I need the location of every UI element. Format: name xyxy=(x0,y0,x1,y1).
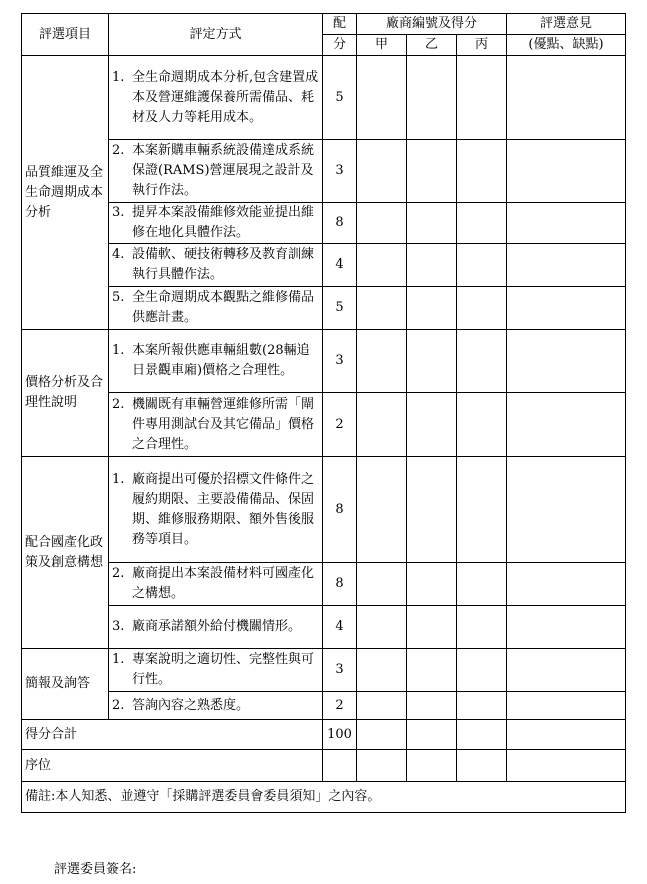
rank-label: 序位 xyxy=(22,750,323,782)
vendor-b-cell xyxy=(407,457,457,563)
method-text: 廠商承諾額外給付機關情形。 xyxy=(132,619,302,634)
opinion-cell xyxy=(507,649,626,692)
category-name: 價格分析及合理性說明 xyxy=(22,330,109,457)
header-opinion-top: 評選意見 xyxy=(507,14,626,35)
vendor-b-cell xyxy=(407,330,457,393)
vendor-a-cell xyxy=(357,56,407,140)
vendor-b-cell xyxy=(407,606,457,649)
method-text: 機關既有車輛營運維修所需「閘件專用測試台及其它備品」價格之合理性。 xyxy=(132,396,315,452)
header-item: 評選項目 xyxy=(22,14,109,56)
vendor-a-cell xyxy=(357,393,407,457)
vendor-c-cell xyxy=(457,649,507,692)
criteria-row xyxy=(22,692,626,720)
vendor-b-cell xyxy=(407,649,457,692)
method-text: 全生命週期成本分析,包含建置成本及營運維護保養所需備品、耗材及人力等耗用成本。 xyxy=(132,69,319,125)
score-cell: 5 xyxy=(323,56,357,140)
method-text: 廠商提出可優於招標文件條件之履約期限、主要設備備品、保固期、維修服務期限、額外售後服務等項目。 xyxy=(132,471,315,547)
method-number: 3. xyxy=(112,619,125,634)
vendor-a-cell xyxy=(357,563,407,606)
method-text: 本案新購車輛系統設備達成系統保證(RAMS)營運展現之設計及執行作法。 xyxy=(132,143,315,198)
score-cell: 3 xyxy=(323,649,357,692)
opinion-cell xyxy=(507,203,626,244)
category-name: 配合國產化政策及創意構想 xyxy=(22,457,109,649)
method-number: 1. xyxy=(112,652,125,667)
vendor-b-cell xyxy=(407,393,457,457)
criteria-row xyxy=(22,56,626,140)
vendor-c-cell xyxy=(457,56,507,140)
method-text: 提昇本案設備維修效能並提出維修在地化具體作法。 xyxy=(132,205,315,240)
opinion-cell xyxy=(507,56,626,140)
vendor-c-cell xyxy=(457,606,507,649)
header-opinion-bottom: (優點、缺點) xyxy=(507,35,626,56)
method-cell xyxy=(109,457,323,563)
header-score-top: 配 xyxy=(323,14,357,35)
vendor-b-cell xyxy=(407,563,457,606)
header-vendor-a: 甲 xyxy=(357,35,407,56)
score-cell: 8 xyxy=(323,457,357,563)
vendor-a-cell xyxy=(357,330,407,393)
method-cell xyxy=(109,330,323,393)
header-method: 評定方式 xyxy=(109,14,323,56)
opinion-cell xyxy=(507,393,626,457)
criteria-row xyxy=(22,203,626,244)
vendor-a-cell xyxy=(357,649,407,692)
method-number: 1. xyxy=(112,69,125,85)
method-cell xyxy=(109,287,323,330)
vendor-c-cell xyxy=(457,457,507,563)
total-row xyxy=(22,720,626,750)
method-number: 3. xyxy=(112,205,125,220)
total-vendor-a xyxy=(357,720,407,750)
method-number: 5. xyxy=(112,290,125,305)
opinion-cell xyxy=(507,692,626,720)
vendor-b-cell xyxy=(407,287,457,330)
score-cell: 3 xyxy=(323,140,357,203)
criteria-row xyxy=(22,330,626,393)
criteria-row xyxy=(22,140,626,203)
criteria-row xyxy=(22,457,626,563)
method-cell xyxy=(109,692,323,720)
score-cell: 3 xyxy=(323,330,357,393)
vendor-c-cell xyxy=(457,287,507,330)
method-text: 專案說明之適切性、完整性與可行性。 xyxy=(132,652,315,687)
header-row-1 xyxy=(22,14,626,35)
method-number: 2. xyxy=(112,566,125,581)
vendor-c-cell xyxy=(457,393,507,457)
signature-label: 評選委員簽名: xyxy=(54,862,137,877)
total-vendor-b xyxy=(407,720,457,750)
category-name: 簡報及詢答 xyxy=(22,649,109,720)
method-number: 2. xyxy=(112,697,125,713)
total-score: 100 xyxy=(323,720,357,750)
criteria-row xyxy=(22,393,626,457)
opinion-cell xyxy=(507,287,626,330)
vendor-a-cell xyxy=(357,287,407,330)
vendor-c-cell xyxy=(457,244,507,287)
method-text: 廠商提出本案設備材料可國產化之構想。 xyxy=(132,566,315,601)
vendor-b-cell xyxy=(407,692,457,720)
evaluation-table xyxy=(21,13,626,813)
method-cell xyxy=(109,649,323,692)
method-number: 1. xyxy=(112,471,125,487)
opinion-cell xyxy=(507,606,626,649)
header-vendor-b: 乙 xyxy=(407,35,457,56)
method-cell xyxy=(109,244,323,287)
note-row xyxy=(22,782,626,813)
opinion-cell xyxy=(507,457,626,563)
opinion-cell xyxy=(507,330,626,393)
criteria-row xyxy=(22,606,626,649)
method-number: 1. xyxy=(112,343,125,358)
vendor-c-cell xyxy=(457,563,507,606)
opinion-cell xyxy=(507,140,626,203)
method-number: 2. xyxy=(112,396,125,412)
rank-vendor-a xyxy=(357,750,407,782)
method-number: 4. xyxy=(112,247,125,262)
vendor-c-cell xyxy=(457,692,507,720)
vendor-a-cell xyxy=(357,457,407,563)
rank-score xyxy=(323,750,357,782)
score-cell: 2 xyxy=(323,393,357,457)
vendor-a-cell xyxy=(357,606,407,649)
opinion-cell xyxy=(507,563,626,606)
vendor-b-cell xyxy=(407,140,457,203)
method-text: 答詢內容之熟悉度。 xyxy=(132,697,250,713)
total-vendor-c xyxy=(457,720,507,750)
rank-vendor-c xyxy=(457,750,507,782)
criteria-row xyxy=(22,287,626,330)
vendor-b-cell xyxy=(407,56,457,140)
score-cell: 4 xyxy=(323,244,357,287)
criteria-row xyxy=(22,244,626,287)
method-cell xyxy=(109,140,323,203)
method-cell xyxy=(109,393,323,457)
vendor-a-cell xyxy=(357,692,407,720)
total-opinion xyxy=(507,720,626,750)
score-cell: 5 xyxy=(323,287,357,330)
rank-row xyxy=(22,750,626,782)
method-text: 全生命週期成本觀點之維修備品供應計畫。 xyxy=(132,290,315,325)
method-cell xyxy=(109,56,323,140)
opinion-cell xyxy=(507,244,626,287)
method-number: 2. xyxy=(112,143,125,158)
rank-opinion xyxy=(507,750,626,782)
header-vendor: 廠商編號及得分 xyxy=(357,14,507,35)
method-cell xyxy=(109,563,323,606)
vendor-c-cell xyxy=(457,140,507,203)
score-cell: 4 xyxy=(323,606,357,649)
vendor-c-cell xyxy=(457,330,507,393)
method-cell xyxy=(109,606,323,649)
vendor-a-cell xyxy=(357,140,407,203)
criteria-row xyxy=(22,649,626,692)
total-label: 得分合計 xyxy=(22,720,323,750)
score-cell: 8 xyxy=(323,563,357,606)
method-text: 本案所報供應車輛組數(28輛追日景觀車廂)價格之合理性。 xyxy=(132,343,310,378)
vendor-c-cell xyxy=(457,203,507,244)
vendor-b-cell xyxy=(407,203,457,244)
header-score-bottom: 分 xyxy=(323,35,357,56)
vendor-a-cell xyxy=(357,203,407,244)
method-text: 設備軟、硬技術轉移及教育訓練執行具體作法。 xyxy=(132,247,315,282)
header-vendor-c: 丙 xyxy=(457,35,507,56)
rank-vendor-b xyxy=(407,750,457,782)
category-name: 品質維運及全生命週期成本分析 xyxy=(22,56,109,330)
vendor-b-cell xyxy=(407,244,457,287)
vendor-a-cell xyxy=(357,244,407,287)
score-cell: 8 xyxy=(323,203,357,244)
method-cell xyxy=(109,203,323,244)
score-cell: 2 xyxy=(323,692,357,720)
note-text: 備註:本人知悉、並遵守「採購評選委員會委員須知」之內容。 xyxy=(22,782,626,813)
criteria-row xyxy=(22,563,626,606)
